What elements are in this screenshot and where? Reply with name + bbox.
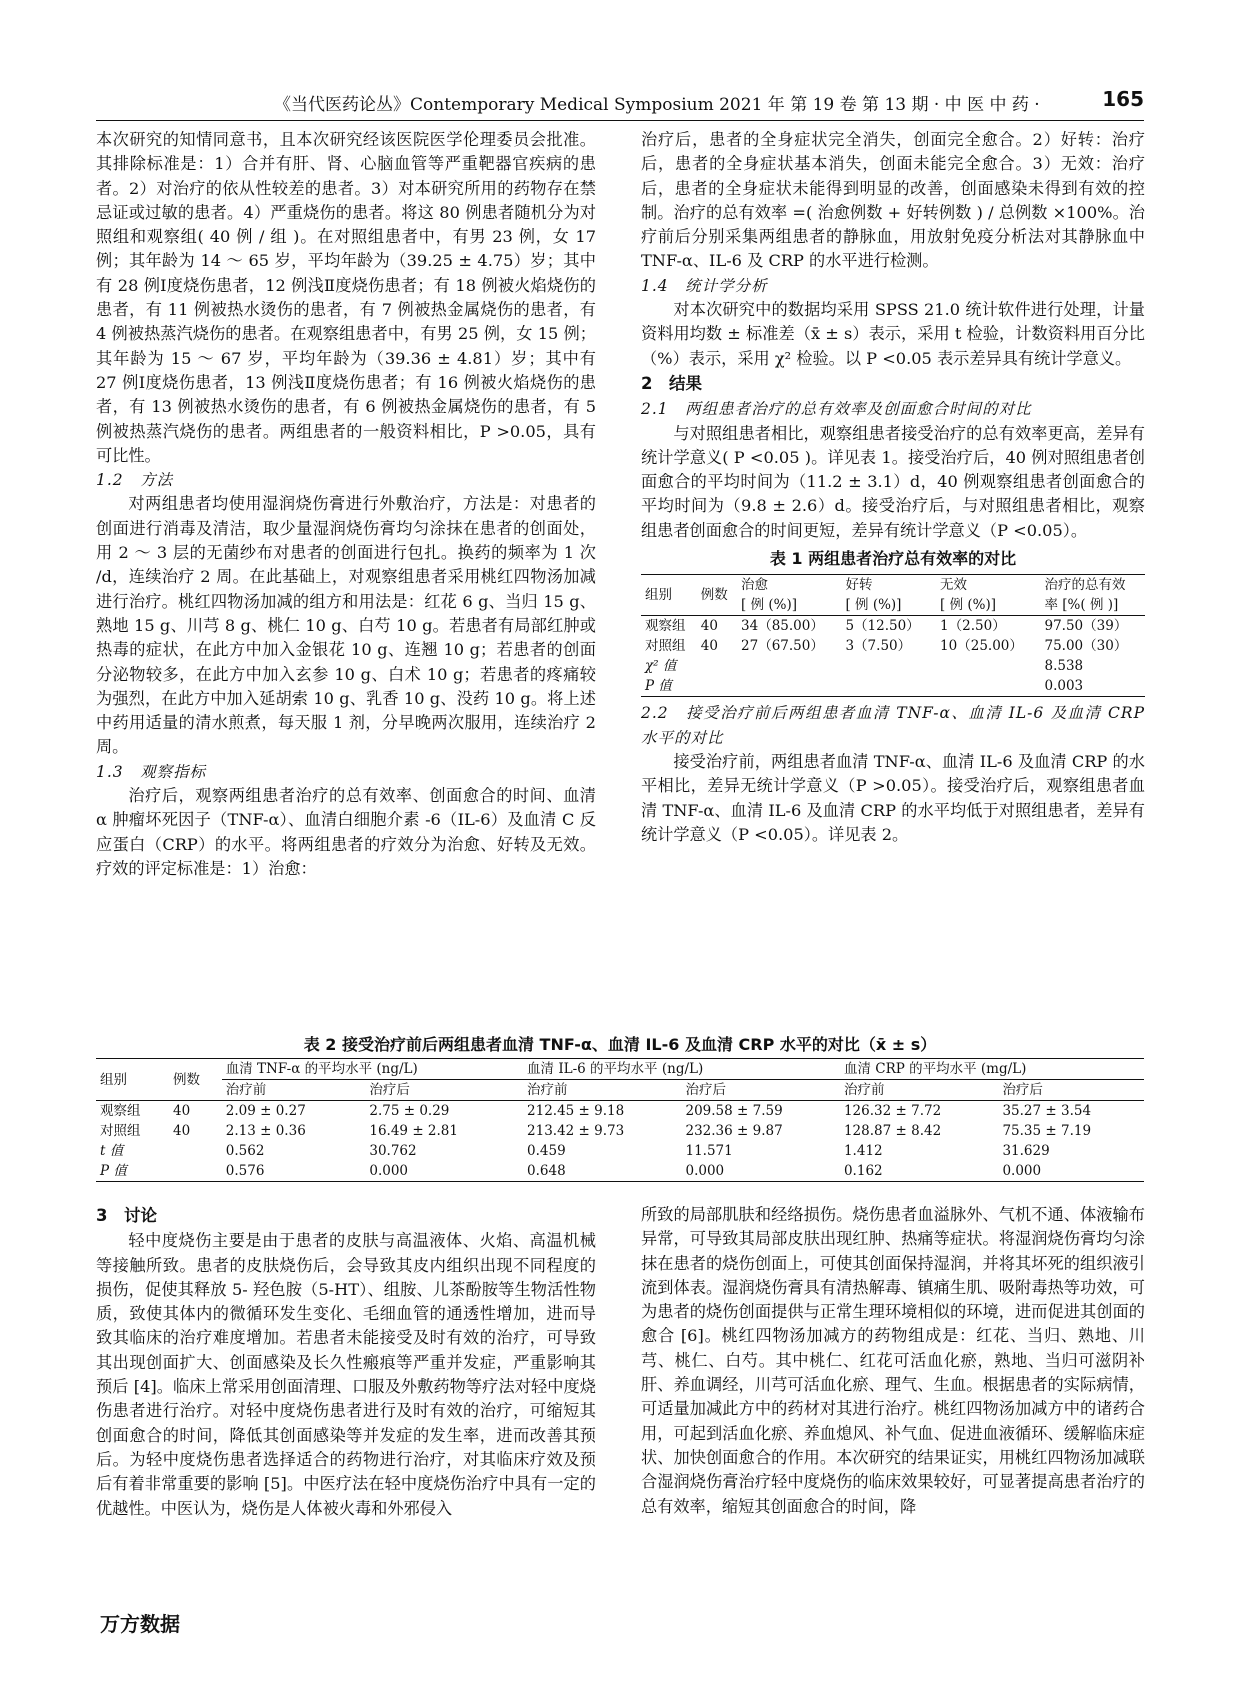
table-cell: 232.36 ± 9.87 (685, 1123, 783, 1139)
right-column (641, 128, 1145, 847)
table-cell: 30.762 (369, 1143, 417, 1159)
table-header-cell: 无效 (940, 577, 968, 594)
table-cell: P 值 (645, 678, 672, 695)
journal-header: 《当代医药论丛》Contemporary Medical Symposium 2021 年 第 19 卷 第 13 期 · 中 医 中 药 · (274, 95, 1040, 115)
paragraph: 治疗后，患者的全身症状完全消失，创面完全愈合。2）好转：治疗后，患者的全身症状基本消失，创面未能完全愈合。3）无效：治疗后，患者的全身症状未能得到明显的改善，创面感染未得到有效的控制。治疗的总有效率 =( 治愈例数 + 好转例数 ) / 总例数 ×100%。治疗前后分别采集两组患者的静脉血，用放射免疫分析法对其静脉血中 TNF-α、IL-6 及 CRP 的水平进行检测。 (641, 130, 1145, 271)
table-row (641, 656, 1145, 676)
table-cell: 0.459 (527, 1143, 566, 1159)
table-cell: 2.13 ± 0.36 (225, 1123, 306, 1139)
table-cell (697, 676, 737, 697)
table-header-cell: 治疗后 (998, 1080, 1144, 1101)
table-cell: t 值 (100, 1143, 124, 1159)
table-header-cell: 率 [%( 例 )] (1041, 595, 1146, 616)
table-cell (936, 676, 1040, 697)
table-cell: 40 (700, 618, 718, 635)
running-header (96, 84, 1144, 121)
table-cell: 0.000 (1002, 1163, 1042, 1179)
table-cell (841, 656, 936, 676)
table-cell: 8.538 (1044, 658, 1084, 675)
table-cell (737, 656, 841, 676)
paragraph: 对本次研究中的数据均采用 SPSS 21.0 统计软件进行处理，计量资料用均数 ± 标准差（x̄ ± s）表示，采用 t 检验，计数资料用百分比（%）表示，采用 χ² 检验。以 P <0.05 表示差异具有统计学意义。 (641, 300, 1145, 368)
table-header-cell: 治疗前 (840, 1080, 998, 1101)
table-cell: 1（2.50） (940, 618, 1006, 635)
right-column-lower (641, 1203, 1145, 1519)
table-header-cell: 组别 (96, 1059, 169, 1101)
table-header-cell: 治疗后 (365, 1080, 523, 1101)
table-header-row (641, 575, 1145, 596)
table-header-cell: 治疗的总有效 (1044, 577, 1126, 594)
table-cell: 2.09 ± 0.27 (225, 1103, 306, 1119)
table-header-cell: 治疗前 (222, 1080, 366, 1101)
table-cell: 3（7.50） (845, 638, 912, 655)
table-header-cell: 血清 IL-6 的平均水平 (ng/L) (523, 1059, 840, 1080)
table-header-cell: [ 例 (%)] (737, 595, 841, 616)
table-cell (169, 1161, 222, 1182)
table-cell: 0.648 (527, 1163, 566, 1179)
left-column (96, 128, 596, 881)
table-header-cell: 治疗前 (523, 1080, 681, 1101)
table-cell: P 值 (100, 1163, 127, 1179)
table2-block (96, 1028, 1144, 1182)
paragraph: 与对照组患者相比，观察组患者接受治疗的总有效率更高，差异有统计学意义( P <0.05 )。详见表 1。接受治疗后，40 例对照组患者创面愈合的平均时间为（11.2 ± 3.1）d，40 例观察组患者创面愈合的平均时间为（9.8 ± 2.6）d。接受治疗后，与对照组患者相比，观察组患者创面愈合的时间更短，差异有统计学意义（P <0.05）。 (641, 423, 1145, 540)
paragraph: 所致的局部肌肤和经络损伤。烧伤患者血溢脉外、气机不通、体液输布异常，可导致其局部皮肤出现红肿、热痛等症状。将湿润烧伤膏均匀涂抹在患者的烧伤创面上，可使其创面保持湿润，并将其坏死的组织液引流到体表。湿润烧伤膏具有清热解毒、镇痛生肌、吸附毒热等功效，可为患者的烧伤创面提供与正常生理环境相似的环境，进而促进其创面的愈合 [6]。桃红四物汤加减方的药物组成是：红花、当归、熟地、川芎、桃仁、白芍。其中桃仁、红花可活血化瘀，熟地、当归可滋阴补肝、养血调经，川芎可活血化瘀、理气、生血。根据患者的实际病情，可适量加减此方中的药材对其进行治疗。桃红四物汤加减方中的诸药合用，可起到活血化瘀、养血熄风、补气血、促进血液循环、缓解临床症状、加快创面愈合的作用。本次研究的结果证实，用桃红四物汤加减联合湿润烧伤膏治疗轻中度烧伤的临床效果较好，可显著提高患者治疗的总有效率，缩短其创面愈合的时间，降 (641, 1205, 1145, 1516)
section-heading-2-2: 2.2 接受治疗前后两组患者血清 TNF-α、血清 IL-6 及血清 CRP 水平的对比 (641, 704, 1145, 747)
table-row (641, 636, 1145, 656)
table-cell: 10（25.00） (940, 638, 1023, 655)
table-header-cell: 例数 (697, 575, 737, 616)
table-cell: 0.562 (225, 1143, 265, 1159)
table-cell: 0.576 (225, 1163, 265, 1179)
section-heading-3: 3 讨论 (96, 1206, 157, 1225)
table-cell: 213.42 ± 9.73 (527, 1123, 625, 1139)
table1 (641, 574, 1145, 697)
table-row (96, 1141, 1144, 1161)
table-header-cell: 例数 (169, 1059, 222, 1101)
paragraph: 接受治疗前，两组患者血清 TNF-α、血清 IL-6 及血清 CRP 的水平相比，差异无统计学意义（P >0.05）。接受治疗后，观察组患者血清 TNF-α、血清 IL-6 及血清 CRP 的水平均低于对照组患者，差异有统计学意义（P <0.05）。详见表 2。 (641, 751, 1145, 844)
table-cell (169, 1141, 222, 1161)
table-cell: 35.27 ± 3.54 (1002, 1103, 1092, 1119)
table-header-row (96, 1059, 1144, 1080)
table1-caption: 表 1 两组患者治疗总有效率的对比 (769, 549, 1017, 569)
table-header-row (96, 1080, 1144, 1101)
table-cell: 209.58 ± 7.59 (685, 1103, 783, 1119)
table2-caption: 表 2 接受治疗前后两组患者血清 TNF-α、血清 IL-6 及血清 CRP 水平的对比（x̄ ± s） (303, 1035, 937, 1054)
table-row (96, 1121, 1144, 1141)
table-cell: 0.003 (1044, 678, 1084, 695)
table-header-cell: [ 例 (%)] (936, 595, 1040, 616)
table-header-cell: 血清 CRP 的平均水平 (mg/L) (840, 1059, 1144, 1080)
table-header-cell: 治疗后 (682, 1080, 840, 1101)
section-heading-2: 2 结果 (641, 373, 702, 393)
table-cell: 40 (173, 1123, 191, 1139)
table-cell: 2.75 ± 0.29 (369, 1103, 450, 1119)
table-cell: 11.571 (685, 1143, 733, 1159)
table-row (96, 1101, 1144, 1122)
table-cell: 40 (700, 638, 718, 655)
section-heading-1-4: 1.4 统计学分析 (641, 276, 768, 295)
table-cell (697, 656, 737, 676)
table-cell: 34（85.00） (741, 618, 824, 635)
table-cell: 75.35 ± 7.19 (1002, 1123, 1092, 1139)
table-cell: 212.45 ± 9.18 (527, 1103, 625, 1119)
table2 (96, 1058, 1144, 1182)
section-heading-2-1: 2.1 两组患者治疗的总有效率及创面愈合时间的对比 (641, 400, 1032, 419)
paragraph: 治疗后，观察两组患者治疗的总有效率、创面愈合的时间、血清 α 肿瘤坏死因子（TNF-α）、血清白细胞介素 -6（IL-6）及血清 C 反应蛋白（CRP）的水平。将两组患者的疗效分为治愈、好转及无效。疗效的评定标准是：1）治愈： (96, 786, 596, 878)
table-cell: 27（67.50） (741, 638, 824, 655)
table-cell (936, 656, 1040, 676)
footer-watermark: 万方数据 (100, 1612, 180, 1636)
section-heading-1-3: 1.3 观察指标 (96, 762, 207, 781)
table-cell: 97.50（39） (1044, 618, 1128, 635)
paragraph: 本次研究的知情同意书，且本次研究经该医院医学伦理委员会批准。其排除标准是：1）合并有肝、肾、心脑血管等严重靶器官疾病的患者。2）对治疗的依从性较差的患者。3）对本研究所用的药物存在禁忌证或过敏的患者。4）严重烧伤的患者。将这 80 例患者随机分为对照组和观察组( 40 例 / 组 )。在对照组患者中，有男 23 例，女 17 例；其年龄为 14 ～ 65 岁，平均年龄为（39.25 ± 4.75）岁；其中有 28 例Ⅰ度烧伤患者，12 例浅Ⅱ度烧伤患者；有 18 例被火焰烧伤的患者，有 11 例被热水烫伤的患者，有 7 例被热金属烧伤的患者，有 4 例被热蒸汽烧伤的患者。在观察组患者中，有男 25 例，女 15 例；其年龄为 15 ～ 67 岁，平均年龄为（39.36 ± 4.81）岁；其中有 27 例Ⅰ度烧伤患者，13 例浅Ⅱ度烧伤患者；有 16 例被火焰烧伤的患者，有 13 例被热水烫伤的患者，有 6 例被热金属烧伤的患者，有 5 例被热蒸汽烧伤的患者。两组患者的一般资料相比，P >0.05，具有可比性。 (96, 130, 596, 465)
section-heading-1-2: 1.2 方法 (96, 471, 174, 490)
table-row (641, 676, 1145, 697)
table-header-cell: 好转 (845, 577, 873, 594)
table-row (96, 1161, 1144, 1182)
table-cell: 观察组 (645, 618, 686, 635)
table-cell: 0.162 (843, 1163, 883, 1179)
table-row (641, 616, 1145, 637)
table-cell: 0.000 (685, 1163, 725, 1179)
table-cell: χ² 值 (645, 658, 677, 675)
table-cell: 对照组 (100, 1123, 141, 1139)
table-header-cell: 组别 (641, 575, 697, 616)
table-cell: 31.629 (1002, 1143, 1050, 1159)
left-column-lower (96, 1203, 596, 1521)
table-header-cell: 治愈 (741, 577, 769, 594)
table-cell (737, 676, 841, 697)
paragraph: 对两组患者均使用湿润烧伤膏进行外敷治疗，方法是：对患者的创面进行消毒及清洁，取少量湿润烧伤膏均匀涂抹在患者的创面处，用 2 ～ 3 层的无菌纱布对患者的创面进行包扎。换药的频率为 1 次 /d，连续治疗 2 周。在此基础上，对观察组患者采用桃红四物汤加减进行治疗。桃红四物汤加减的组方和用法是：红花 6 g、当归 15 g、熟地 15 g、川芎 8 g、桃仁 10 g、白芍 10 g。若患者有局部红肿或热毒的症状，在此方中加入金银花 10 g、连翘 10 g；若患者的创面分泌物较多，在此方中加入玄参 10 g、白术 10 g；若患者的疼痛较为强烈，在此方中加入延胡索 10 g、乳香 10 g、没药 10 g。将上述中药用适量的清水煎煮，每天服 1 剂，分早晚两次服用，连续治疗 2 周。 (96, 494, 596, 757)
table-header-cell: [ 例 (%)] (841, 595, 936, 616)
table-cell (841, 676, 936, 697)
table-cell: 16.49 ± 2.81 (369, 1123, 458, 1139)
table-cell: 观察组 (100, 1103, 141, 1119)
table-header-cell: 血清 TNF-α 的平均水平 (ng/L) (222, 1059, 523, 1080)
table-cell: 75.00（30） (1044, 638, 1128, 655)
paragraph: 轻中度烧伤主要是由于患者的皮肤与高温液体、火焰、高温机械等接触所致。患者的皮肤烧伤后，会导致其皮内组织出现不同程度的损伤，促使其释放 5- 羟色胺（5-HT）、组胺、儿茶酚胺等生物活性物质，致使其体内的微循环发生变化、毛细血管的通透性增加，进而导致其临床的治疗难度增加。若患者未能接受及时有效的治疗，可导致其出现创面扩大、创面感染及长久性瘢痕等严重并发症，严重影响其预后 [4]。临床上常采用创面清理、口服及外敷药物等疗法对轻中度烧伤患者进行治疗。对轻中度烧伤患者进行及时有效的治疗，可缩短其创面愈合的时间，降低其创面感染等并发症的发生率，进而改善其预后。为轻中度烧伤患者选择适合的药物进行治疗，对其临床疗效及预后有着非常重要的影响 [5]。中医疗法在轻中度烧伤治疗中具有一定的优越性。中医认为，烧伤是人体被火毒和外邪侵入 (96, 1231, 596, 1518)
table-cell: 1.412 (843, 1143, 883, 1159)
table-cell: 5（12.50） (845, 618, 920, 635)
table-cell: 对照组 (645, 638, 686, 655)
table-cell: 0.000 (369, 1163, 409, 1179)
table-cell: 128.87 ± 8.42 (843, 1123, 942, 1139)
page-number: 165 (1102, 87, 1144, 111)
table-cell: 40 (173, 1103, 191, 1119)
table-cell: 126.32 ± 7.72 (843, 1103, 942, 1119)
